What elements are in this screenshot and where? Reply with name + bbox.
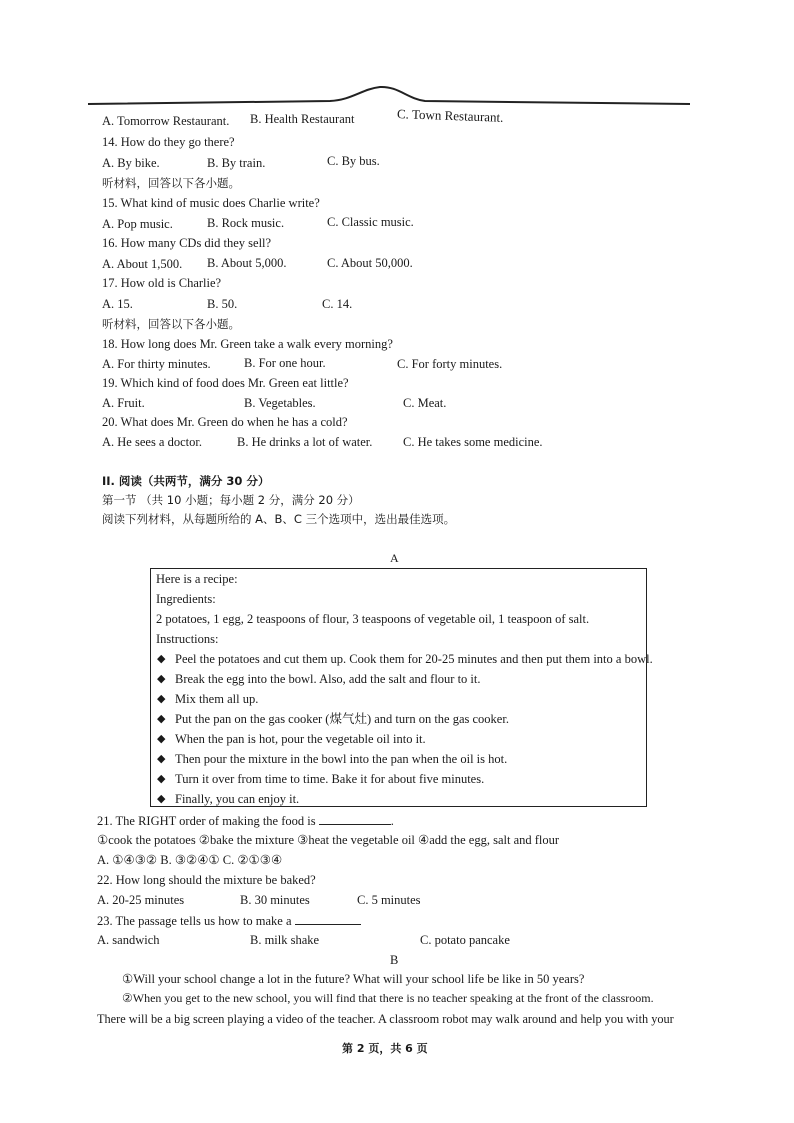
q14-option-c: C. By bus.	[327, 154, 380, 168]
q18-option-c: C. For forty minutes.	[397, 357, 503, 371]
passage-b-paragraph-1: ①Will your school change a lot in the future? What will your school life be like in 50 years?	[122, 972, 585, 986]
passage-b-paragraph-2-line-2: There will be a big screen playing a video of the teacher. A classroom robot may walk around and help you with your	[97, 1012, 674, 1026]
q18-question: 18. How long does Mr. Green take a walk every morning?	[102, 337, 393, 351]
recipe-step: Put the pan on the gas cooker (煤气灶) and turn on the gas cooker.	[175, 712, 509, 726]
bullet-icon: ◆	[157, 752, 166, 765]
ingredients-title: Ingredients:	[156, 592, 216, 606]
recipe-step: Turn it over from time to time. Bake it for about five minutes.	[175, 772, 485, 786]
q23-option-a: A. sandwich	[97, 933, 160, 947]
recipe-step: Break the egg into the bowl. Also, add the salt and flour to it.	[175, 672, 481, 686]
q13-option-c: C. Town Restaurant.	[396, 106, 504, 125]
q20-question: 20. What does Mr. Green do when he has a cold?	[102, 415, 348, 429]
q21-steps: ①cook the potatoes ②bake the mixture ③heat the vegetable oil ④add the egg, salt and flour	[97, 833, 560, 847]
page-number-footer: 第 2 页，共 6 页	[342, 1042, 428, 1055]
q22-option-a: A. 20-25 minutes	[97, 893, 185, 907]
q18-option-b: B. For one hour.	[244, 356, 326, 370]
q23-question-text: 23. The passage tells us how to make a	[97, 914, 292, 928]
passage-a-label: A	[390, 551, 399, 565]
q19-option-c: C. Meat.	[403, 396, 447, 410]
q17-question: 17. How old is Charlie?	[102, 276, 222, 290]
instructions-title: Instructions:	[156, 632, 219, 646]
q20-option-a: A. He sees a doctor.	[102, 435, 202, 449]
recipe-step: Mix them all up.	[175, 692, 259, 706]
q16-option-b: B. About 5,000.	[207, 256, 287, 270]
q22-question: 22. How long should the mixture be baked?	[97, 873, 316, 887]
q21-question-end: .	[390, 814, 394, 828]
bullet-icon: ◆	[157, 672, 166, 685]
q16-option-c: C. About 50,000.	[327, 256, 413, 270]
listening-instruction-2: 听材料，回答以下各小题。	[102, 317, 240, 331]
page-header-rule	[0, 0, 794, 110]
q17-option-b: B. 50.	[207, 297, 238, 311]
recipe-intro: Here is a recipe:	[156, 572, 238, 586]
recipe-step: When the pan is hot, pour the vegetable oil into it.	[175, 732, 426, 746]
q21-question	[97, 812, 394, 829]
q14-question: 14. How do they go there?	[102, 135, 235, 149]
q21-options: A. ①④③② B. ③②④① C. ②①③④	[97, 853, 283, 867]
listening-instruction-1: 听材料，回答以下各小题。	[102, 176, 240, 190]
bullet-icon: ◆	[157, 712, 166, 725]
q20-option-c: C. He takes some medicine.	[403, 435, 543, 449]
bullet-icon: ◆	[157, 792, 166, 805]
q17-option-c: C. 14.	[322, 297, 353, 311]
q18-option-a: A. For thirty minutes.	[102, 357, 211, 371]
q13-option-b: B. Health Restaurant	[250, 112, 355, 126]
recipe-step: Finally, you can enjoy it.	[175, 792, 300, 806]
q19-option-a: A. Fruit.	[102, 396, 145, 410]
answer-blank	[295, 912, 361, 925]
q19-question: 19. Which kind of food does Mr. Green eat little?	[102, 376, 349, 390]
q15-option-c: C. Classic music.	[327, 215, 414, 229]
q20-option-b: B. He drinks a lot of water.	[237, 435, 373, 449]
passage-b-paragraph-2-line-1: ②When you get to the new school, you will find that there is no teacher speaking at the front of the classroom.	[122, 991, 654, 1005]
q21-question-text: 21. The RIGHT order of making the food is	[97, 814, 316, 828]
q13-option-a: A. Tomorrow Restaurant.	[102, 114, 230, 128]
q23-option-c: C. potato pancake	[420, 933, 510, 947]
q16-option-a: A. About 1,500.	[102, 257, 183, 271]
ingredients-list: 2 potatoes, 1 egg, 2 teaspoons of flour, 3 teaspoons of vegetable oil, 1 teaspoon of salt.	[156, 612, 590, 626]
q22-option-c: C. 5 minutes	[357, 893, 421, 907]
bullet-icon: ◆	[157, 772, 166, 785]
q17-option-a: A. 15.	[102, 297, 133, 311]
q15-question: 15. What kind of music does Charlie write?	[102, 196, 320, 210]
recipe-step: Peel the potatoes and cut them up. Cook them for 20-25 minutes and then put them into a bowl.	[175, 652, 653, 666]
section-reading-heading: II. 阅读（共两节，满分 30 分）	[102, 474, 270, 488]
q14-option-a: A. By bike.	[102, 156, 160, 170]
section-part1-heading: 第一节 （共 10 小题；每小题 2 分，满分 20 分）	[102, 493, 360, 507]
recipe-step: Then pour the mixture in the bowl into the pan when the oil is hot.	[175, 752, 508, 766]
bullet-icon: ◆	[157, 652, 166, 665]
q23-question	[97, 912, 361, 929]
q22-option-b: B. 30 minutes	[240, 893, 310, 907]
q15-option-b: B. Rock music.	[207, 216, 285, 230]
q16-question: 16. How many CDs did they sell?	[102, 236, 272, 250]
q23-option-b: B. milk shake	[250, 933, 320, 947]
bullet-icon: ◆	[157, 732, 166, 745]
passage-b-label: B	[390, 953, 399, 967]
q14-option-b: B. By train.	[207, 156, 266, 170]
bullet-icon: ◆	[157, 692, 166, 705]
q19-option-b: B. Vegetables.	[244, 396, 316, 410]
answer-blank	[319, 812, 391, 825]
section-instruction: 阅读下列材料，从每题所给的 A、B、C 三个选项中，选出最佳选项。	[102, 512, 456, 526]
q15-option-a: A. Pop music.	[102, 217, 173, 231]
